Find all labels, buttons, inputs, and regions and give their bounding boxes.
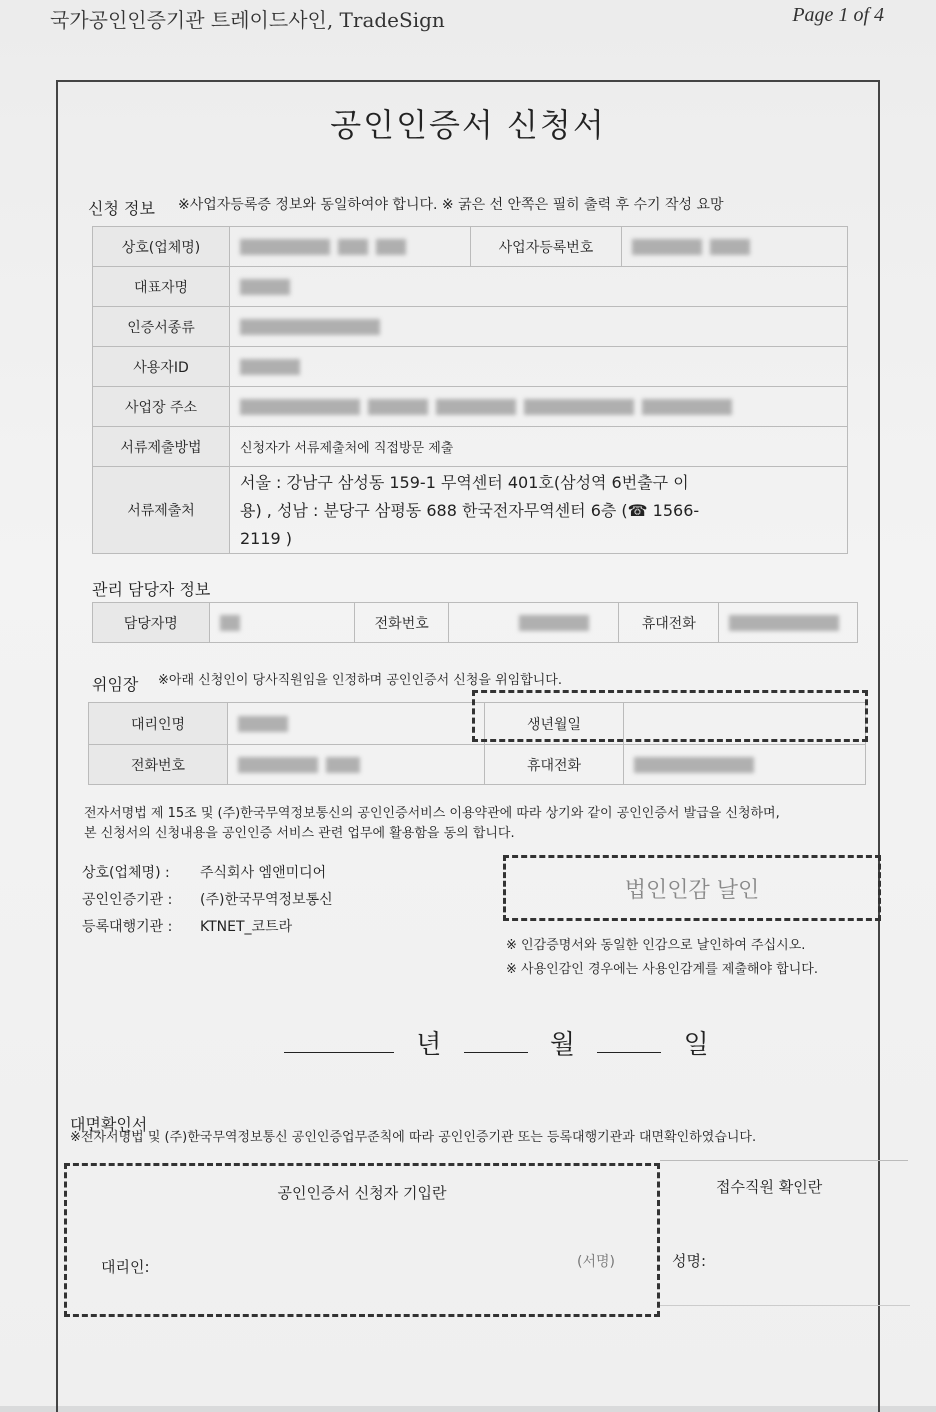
party-ra [82, 914, 333, 941]
cert-type-value[interactable] [230, 307, 848, 347]
agent-sign-label: 대리인: [101, 1258, 150, 1276]
party-ra-label: 등록대행기관 : [82, 919, 173, 935]
redacted-block [634, 757, 754, 773]
staff-name-field[interactable] [720, 1250, 900, 1272]
section-heading-face-confirm: 대면확인서 [70, 1115, 148, 1134]
redacted-block [729, 615, 839, 631]
party-ca-value: (주)한국무역정보통신 [200, 892, 333, 908]
submit-method-label: 서류제출방법 [93, 427, 230, 467]
submit-place-line3: 2119 ) [240, 529, 293, 548]
day-blank[interactable] [597, 1052, 661, 1053]
submit-method-value: 신청자가 서류제출처에 직접방문 제출 [230, 427, 848, 467]
ceo-value[interactable] [230, 267, 848, 307]
submit-place-line1: 서울 : 강남구 삼성동 159-1 무역센터 401호(삼성역 6번출구 이 [240, 473, 689, 492]
redacted-block [436, 399, 516, 415]
month-blank[interactable] [464, 1052, 528, 1053]
redacted-block [240, 319, 380, 335]
manager-phone-label: 전화번호 [355, 603, 449, 643]
redacted-block [632, 239, 702, 255]
agent-mobile-value[interactable] [624, 745, 866, 785]
redacted-block [240, 239, 330, 255]
parties-block [82, 860, 333, 941]
redacted-block [710, 239, 750, 255]
party-ca [82, 887, 333, 914]
company-label: 상호(업체명) [93, 227, 230, 267]
bizno-value[interactable] [622, 227, 848, 267]
company-value[interactable] [230, 227, 471, 267]
birth-dashed-box [472, 690, 868, 742]
agent-name-label: 대리인명 [89, 703, 228, 745]
user-id-label: 사용자ID [93, 347, 230, 387]
year-blank[interactable] [284, 1052, 394, 1053]
redacted-block [642, 399, 732, 415]
section-heading-manager: 관리 담당자 정보 [92, 580, 211, 599]
redacted-block [238, 716, 288, 732]
seal-note-1: ※ 인감증명서와 동일한 인감으로 날인하여 주십시오. [506, 938, 806, 953]
manager-name-value[interactable] [209, 603, 355, 643]
consent-text [84, 804, 884, 844]
agent-phone-value[interactable] [228, 745, 485, 785]
year-label: 년 [416, 1030, 442, 1060]
redacted-block [368, 399, 428, 415]
manager-mobile-value[interactable] [719, 603, 858, 643]
staff-box-title: 접수직원 확인란 [716, 1178, 823, 1196]
agent-phone-label: 전화번호 [89, 745, 228, 785]
submit-place-label: 서류제출처 [93, 467, 230, 554]
month-label: 월 [549, 1030, 576, 1060]
ceo-label: 대표자명 [93, 267, 230, 307]
party-ra-value: KTNET_코트라 [200, 919, 293, 935]
corporate-seal-box[interactable] [503, 855, 881, 921]
staff-box-line [660, 1160, 908, 1161]
redacted-block [326, 757, 360, 773]
consent-line2: 본 신청서의 신청내용을 공인인증 서비스 관련 업무에 활용함을 동의 합니다. [84, 826, 515, 841]
delegation-note: ※아래 신청인이 당사직원임을 인정하며 공인인증서 신청을 위임합니다. [158, 673, 563, 688]
agent-name-value[interactable] [228, 703, 485, 745]
party-company-label: 상호(업체명) : [82, 865, 170, 881]
day-label: 일 [683, 1030, 709, 1060]
party-company-value: 주식회사 엠앤미디어 [200, 865, 327, 881]
application-note: ※사업자등록증 정보와 동일하여야 합니다. ※ 굵은 선 안쪽은 필히 출력 후 수기 작성 요망 [178, 197, 724, 213]
party-ca-label: 공인인증기관 : [82, 892, 173, 908]
staff-box-bottom [660, 1305, 910, 1306]
redacted-block [338, 239, 368, 255]
manager-name-label: 담당자명 [93, 603, 210, 643]
birth-label: 생년월일 [485, 703, 624, 745]
face-confirm-note: ※전자서명법 및 (주)한국무역정보통신 공인인증업무준칙에 따라 공인인증기관 또는 등록대행기관과 대면확인하였습니다. [70, 1130, 757, 1145]
redacted-block [376, 239, 406, 255]
sign-placeholder: (서명) [577, 1254, 615, 1270]
seal-note-2: ※ 사용인감인 경우에는 사용인감계를 제출해야 합니다. [506, 962, 818, 977]
address-value[interactable] [230, 387, 848, 427]
redacted-block [240, 359, 300, 375]
section-heading-application: 신청 정보 [88, 199, 155, 218]
application-table [92, 226, 848, 554]
party-company [82, 860, 333, 887]
redacted-block [220, 615, 240, 631]
form-title: 공인인증서 신청서 [330, 106, 606, 144]
header-issuer: 국가공인인증기관 트레이드사인, TradeSign [50, 8, 445, 32]
consent-line1: 전자서명법 제 15조 및 (주)한국무역정보통신의 공인인증서비스 이용약관에 따라 상기와 같이 공인인증서 발급을 신청하며, [84, 806, 780, 821]
bizno-label: 사업자등록번호 [471, 227, 622, 267]
manager-phone-value[interactable] [449, 603, 619, 643]
manager-mobile-label: 휴대전화 [619, 603, 719, 643]
corporate-seal-label: 법인인감 날인 [624, 877, 760, 903]
cert-type-label: 인증서종류 [93, 307, 230, 347]
redacted-block [524, 399, 634, 415]
redacted-block [240, 279, 290, 295]
agent-mobile-label: 휴대전화 [485, 745, 624, 785]
address-label: 사업장 주소 [93, 387, 230, 427]
applicant-box [64, 1163, 660, 1317]
user-id-value[interactable] [230, 347, 848, 387]
section-heading-delegation: 위임장 [92, 675, 139, 694]
agent-sign-field[interactable] [161, 1256, 571, 1278]
submit-place-line2: 용) , 성남 : 분당구 삼평동 688 한국전자무역센터 6층 (☎ 1566- [240, 501, 700, 520]
staff-name-label: 성명: [672, 1252, 707, 1270]
manager-table [92, 602, 858, 643]
redacted-block [238, 757, 318, 773]
redacted-block [240, 399, 360, 415]
redacted-block [519, 615, 589, 631]
date-line [284, 1024, 723, 1061]
page-number: Page 1 of 4 [792, 4, 884, 26]
applicant-box-title: 공인인증서 신청자 기입란 [277, 1184, 447, 1202]
submit-place-value [230, 467, 848, 554]
